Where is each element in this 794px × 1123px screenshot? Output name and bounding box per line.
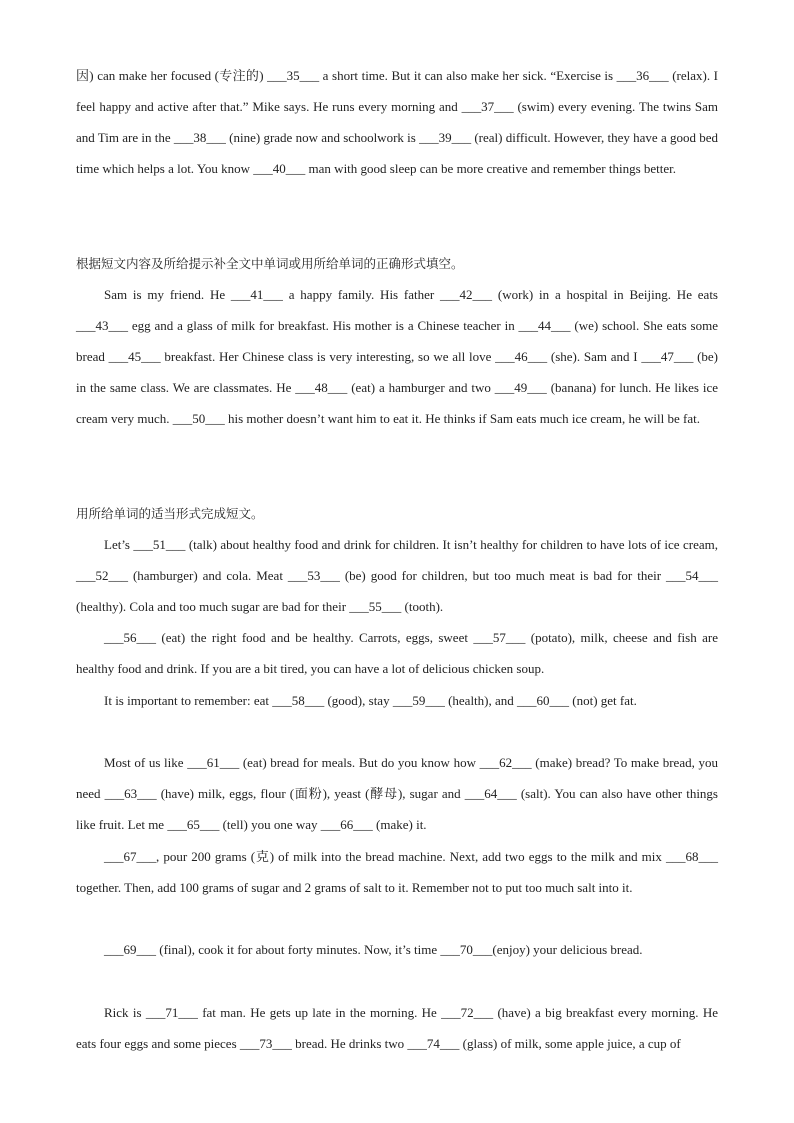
paragraph-make-bread: Most of us like ___61___ (eat) bread for meals. But do you know how ___62___ (make) bread? To make bread, you need ___63___ (have) milk, eggs, flour (面粉), yeast (酵母), sugar and ___64___ (salt). You can also have other things like fruit. Let me ___65___ (tell) you one way ___66___ (make) it. [76,755,718,832]
paragraph-bread-steps: ___67___, pour 200 grams (克) of milk into the bread machine. Next, add two eggs to the milk and mix ___68___ together. Then, add 100 grams of sugar and 2 grams of salt to it. Remember not to put too much salt into it. [76,849,718,895]
paragraph-sleep-exercise: 因) can make her focused (专注的) ___35___ a short time. But it can also make her sick. “Exercise is ___36___ (relax). I feel happy and active after that.” Mike says. He runs every morning and ___37___ (swim) every evening. The twins Sam and Tim are in the ___38___ (nine) grade now and schoolwork is ___39___ (real) difficult. However, they have a good bed time which helps a lot. You know ___40___ man with good sleep can be more creative and remember things better. [76,68,718,176]
section-heading-1: 根据短文内容及所给提示补全文中单词或用所给单词的正确形式填空。 [76,256,464,271]
paragraph-bread-final: ___69___ (final), cook it for about forty minutes. Now, it’s time ___70___(enjoy) your delicious bread. [104,942,643,957]
paragraph-healthy-food: Let’s ___51___ (talk) about healthy food and drink for children. It isn’t healthy for children to have lots of ice cream, ___52___ (hamburger) and cola. Meat ___53___ (be) good for children, but too much meat is bad for their ___54___ (healthy). Cola and too much sugar are bad for their ___55___ (tooth). [76,537,718,614]
paragraph-sam-family: Sam is my friend. He ___41___ a happy family. His father ___42___ (work) in a hospital in Beijing. He eats ___43___ egg and a glass of milk for breakfast. His mother is a Chinese teacher in ___44___ (we) school. She eats some bread ___45___ breakfast. Her Chinese class is very interesting, so we all love ___46___ (she). Sam and I ___47___ (be) in the same class. We are classmates. He ___48___ (eat) a hamburger and two ___49___ (banana) for lunch. He likes ice cream very much. ___50___ his mother doesn’t want him to eat it. He thinks if Sam eats much ice cream, he will be fat. [76,287,718,426]
paragraph-rick: Rick is ___71___ fat man. He gets up late in the morning. He ___72___ (have) a big breakfast every morning. He eats four eggs and some pieces ___73___ bread. He drinks two ___74___ (glass) of milk, some apple juice, a cup of [76,1005,718,1051]
section-heading-2: 用所给单词的适当形式完成短文。 [76,506,264,521]
paragraph-eat-right: ___56___ (eat) the right food and be healthy. Carrots, eggs, sweet ___57___ (potato), milk, cheese and fish are healthy food and drink. If you are a bit tired, you can have a lot of delicious chicken soup. [76,630,718,676]
paragraph-remember: It is important to remember: eat ___58___ (good), stay ___59___ (health), and ___60___ (not) get fat. [104,693,637,708]
